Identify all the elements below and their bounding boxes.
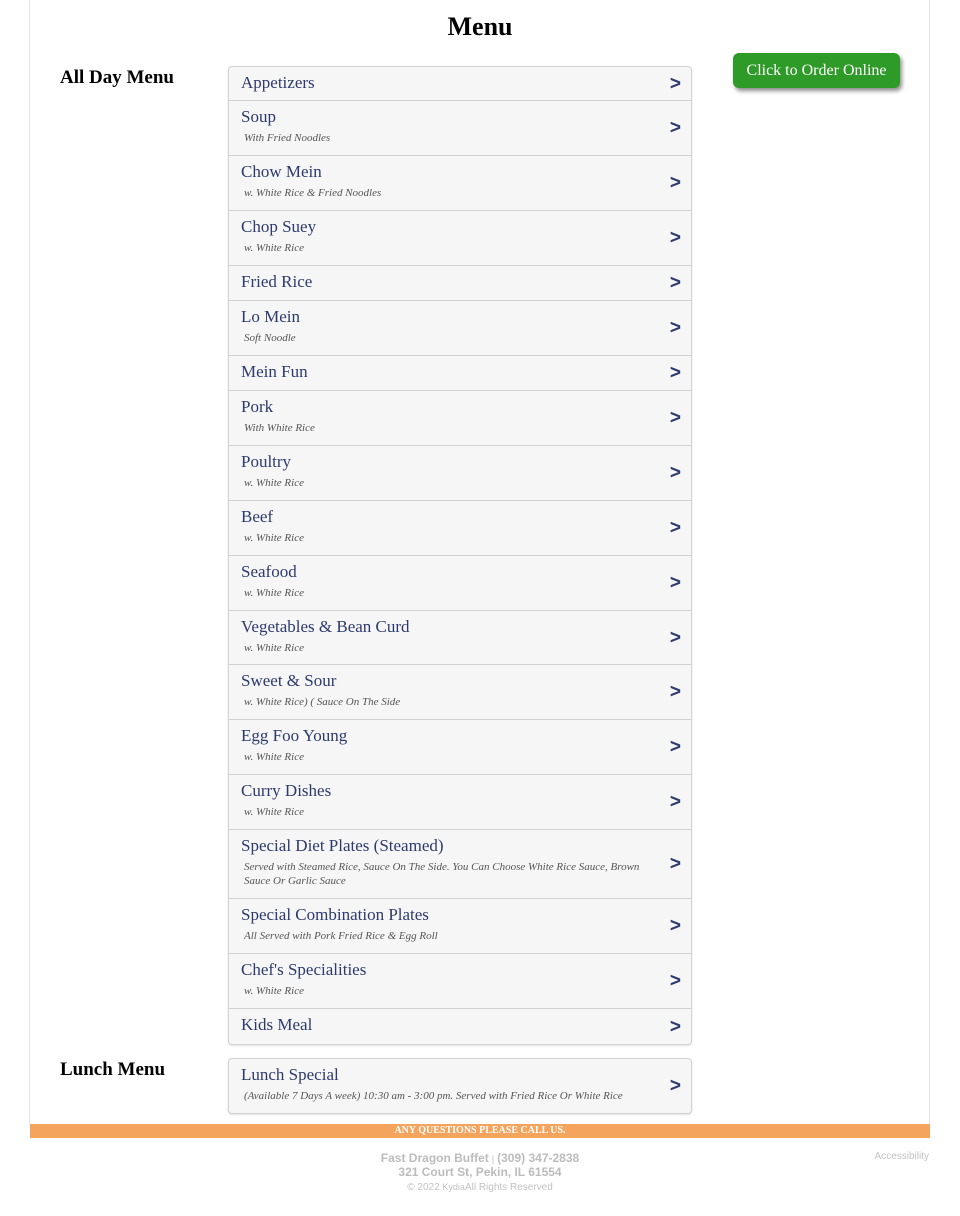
category-item-sweet-sour[interactable]	[229, 665, 691, 720]
category-item-soup[interactable]	[229, 101, 691, 156]
category-name: Seafood	[241, 562, 297, 581]
chevron-right-icon: >	[669, 227, 681, 249]
chevron-right-icon: >	[669, 736, 681, 758]
phone-link[interactable]: (309) 347-2838	[497, 1151, 580, 1165]
category-description: w. White Rice	[244, 751, 304, 763]
category-description: w. White Rice	[244, 985, 304, 997]
chevron-right-icon: >	[669, 1016, 681, 1037]
category-name: Curry Dishes	[241, 781, 332, 800]
category-description: w. White Rice	[244, 587, 304, 599]
category-item-beef[interactable]	[229, 501, 691, 556]
accessibility-link[interactable]: Accessibility	[874, 1151, 929, 1162]
category-name: Chow Mein	[241, 162, 322, 181]
restaurant-name: Fast Dragon Buffet	[380, 1151, 489, 1165]
category-name: Mein Fun	[241, 362, 308, 381]
category-description: With White Rice	[244, 422, 315, 434]
category-name: Beef	[241, 507, 274, 526]
category-item-mein-fun[interactable]	[229, 356, 691, 391]
category-description: w. White Rice	[244, 532, 304, 544]
section-title-all-day: All Day Menu	[60, 67, 174, 88]
category-item-poultry[interactable]	[229, 446, 691, 501]
category-name: Kids Meal	[241, 1015, 313, 1034]
category-description: Served with Steamed Rice, Sauce On The Side. You Can Choose White Rice Sauce, Brown Sauce Or Garlic Sauce	[244, 861, 640, 887]
category-name: Lo Mein	[241, 307, 301, 326]
category-item-fried-rice[interactable]	[229, 266, 691, 301]
category-item-curry-dishes[interactable]	[229, 775, 691, 830]
section-title-lunch: Lunch Menu	[60, 1059, 166, 1080]
category-description: Soft Noodle	[244, 332, 296, 344]
lunch-category-list	[228, 1058, 692, 1114]
order-online-button[interactable]: Click to Order Online	[733, 53, 900, 88]
category-description: w. White Rice	[244, 642, 304, 654]
chevron-right-icon: >	[669, 915, 681, 937]
category-name: Vegetables & Bean Curd	[241, 617, 410, 636]
category-name: Chef's Specialities	[241, 960, 367, 979]
category-item-special-diet-plates-steamed[interactable]	[229, 830, 691, 899]
category-item-chop-suey[interactable]	[229, 211, 691, 266]
category-item-chef-s-specialities[interactable]	[229, 954, 691, 1009]
footer-contact	[0, 1151, 960, 1165]
chevron-right-icon: >	[669, 627, 681, 648]
category-item-lo-mein[interactable]	[229, 301, 691, 356]
category-name: Soup	[241, 107, 276, 126]
copyright-year: © 2022	[407, 1182, 440, 1193]
chevron-right-icon: >	[669, 970, 681, 992]
category-item-lunch-special[interactable]	[229, 1059, 691, 1113]
footer-separator: |	[491, 1154, 495, 1164]
category-description: All Served with Pork Fried Rice & Egg Roll	[244, 930, 438, 942]
chevron-right-icon: >	[669, 407, 681, 429]
kydia-link[interactable]: Kydia	[442, 1182, 465, 1192]
chevron-right-icon: >	[669, 1075, 681, 1097]
chevron-right-icon: >	[669, 517, 681, 539]
category-name: Appetizers	[241, 73, 315, 92]
category-item-chow-mein[interactable]	[229, 156, 691, 211]
all-day-category-list	[228, 66, 692, 1045]
category-description: w. White Rice) ( Sauce On The Side	[244, 696, 401, 708]
category-description: (Available 7 Days A week) 10:30 am - 3:00 pm. Served with Fried Rice Or White Rice	[244, 1090, 623, 1102]
category-name: Chop Suey	[241, 217, 317, 236]
category-item-special-combination-plates[interactable]	[229, 899, 691, 954]
chevron-right-icon: >	[669, 172, 681, 194]
chevron-right-icon: >	[669, 853, 681, 875]
restaurant-address: 321 Court St, Pekin, IL 61554	[398, 1165, 562, 1179]
category-name: Fried Rice	[241, 272, 313, 291]
category-item-pork[interactable]	[229, 391, 691, 446]
category-name: Pork	[241, 397, 274, 416]
category-name: Sweet & Sour	[241, 671, 337, 690]
category-item-kids-meal[interactable]	[229, 1009, 691, 1044]
category-item-vegetables-bean-curd[interactable]	[229, 611, 691, 665]
chevron-right-icon: >	[669, 272, 681, 294]
category-description: With Fried Noodles	[244, 132, 331, 144]
chevron-right-icon: >	[669, 117, 681, 139]
rights-text: All Rights Reserved	[464, 1182, 553, 1193]
chevron-right-icon: >	[669, 681, 681, 703]
chevron-right-icon: >	[669, 572, 681, 594]
category-name: Poultry	[241, 452, 292, 471]
category-name: Special Diet Plates (Steamed)	[241, 836, 444, 855]
category-description: w. White Rice	[244, 806, 304, 818]
chevron-right-icon: >	[669, 791, 681, 813]
category-name: Lunch Special	[241, 1065, 339, 1084]
page-title: Menu	[447, 12, 513, 41]
category-description: w. White Rice & Fried Noodles	[244, 187, 382, 199]
category-item-seafood[interactable]	[229, 556, 691, 611]
category-name: Egg Foo Young	[241, 726, 348, 745]
category-item-appetizers[interactable]	[229, 67, 691, 101]
call-us-bar: ANY QUESTIONS PLEASE CALL US.	[30, 1124, 930, 1138]
copyright	[0, 1182, 960, 1193]
chevron-right-icon: >	[669, 462, 681, 484]
chevron-right-icon: >	[669, 73, 681, 94]
category-item-egg-foo-young[interactable]	[229, 720, 691, 775]
category-description: w. White Rice	[244, 477, 304, 489]
category-name: Special Combination Plates	[241, 905, 429, 924]
chevron-right-icon: >	[669, 362, 681, 384]
category-description: w. White Rice	[244, 242, 304, 254]
chevron-right-icon: >	[669, 317, 681, 339]
